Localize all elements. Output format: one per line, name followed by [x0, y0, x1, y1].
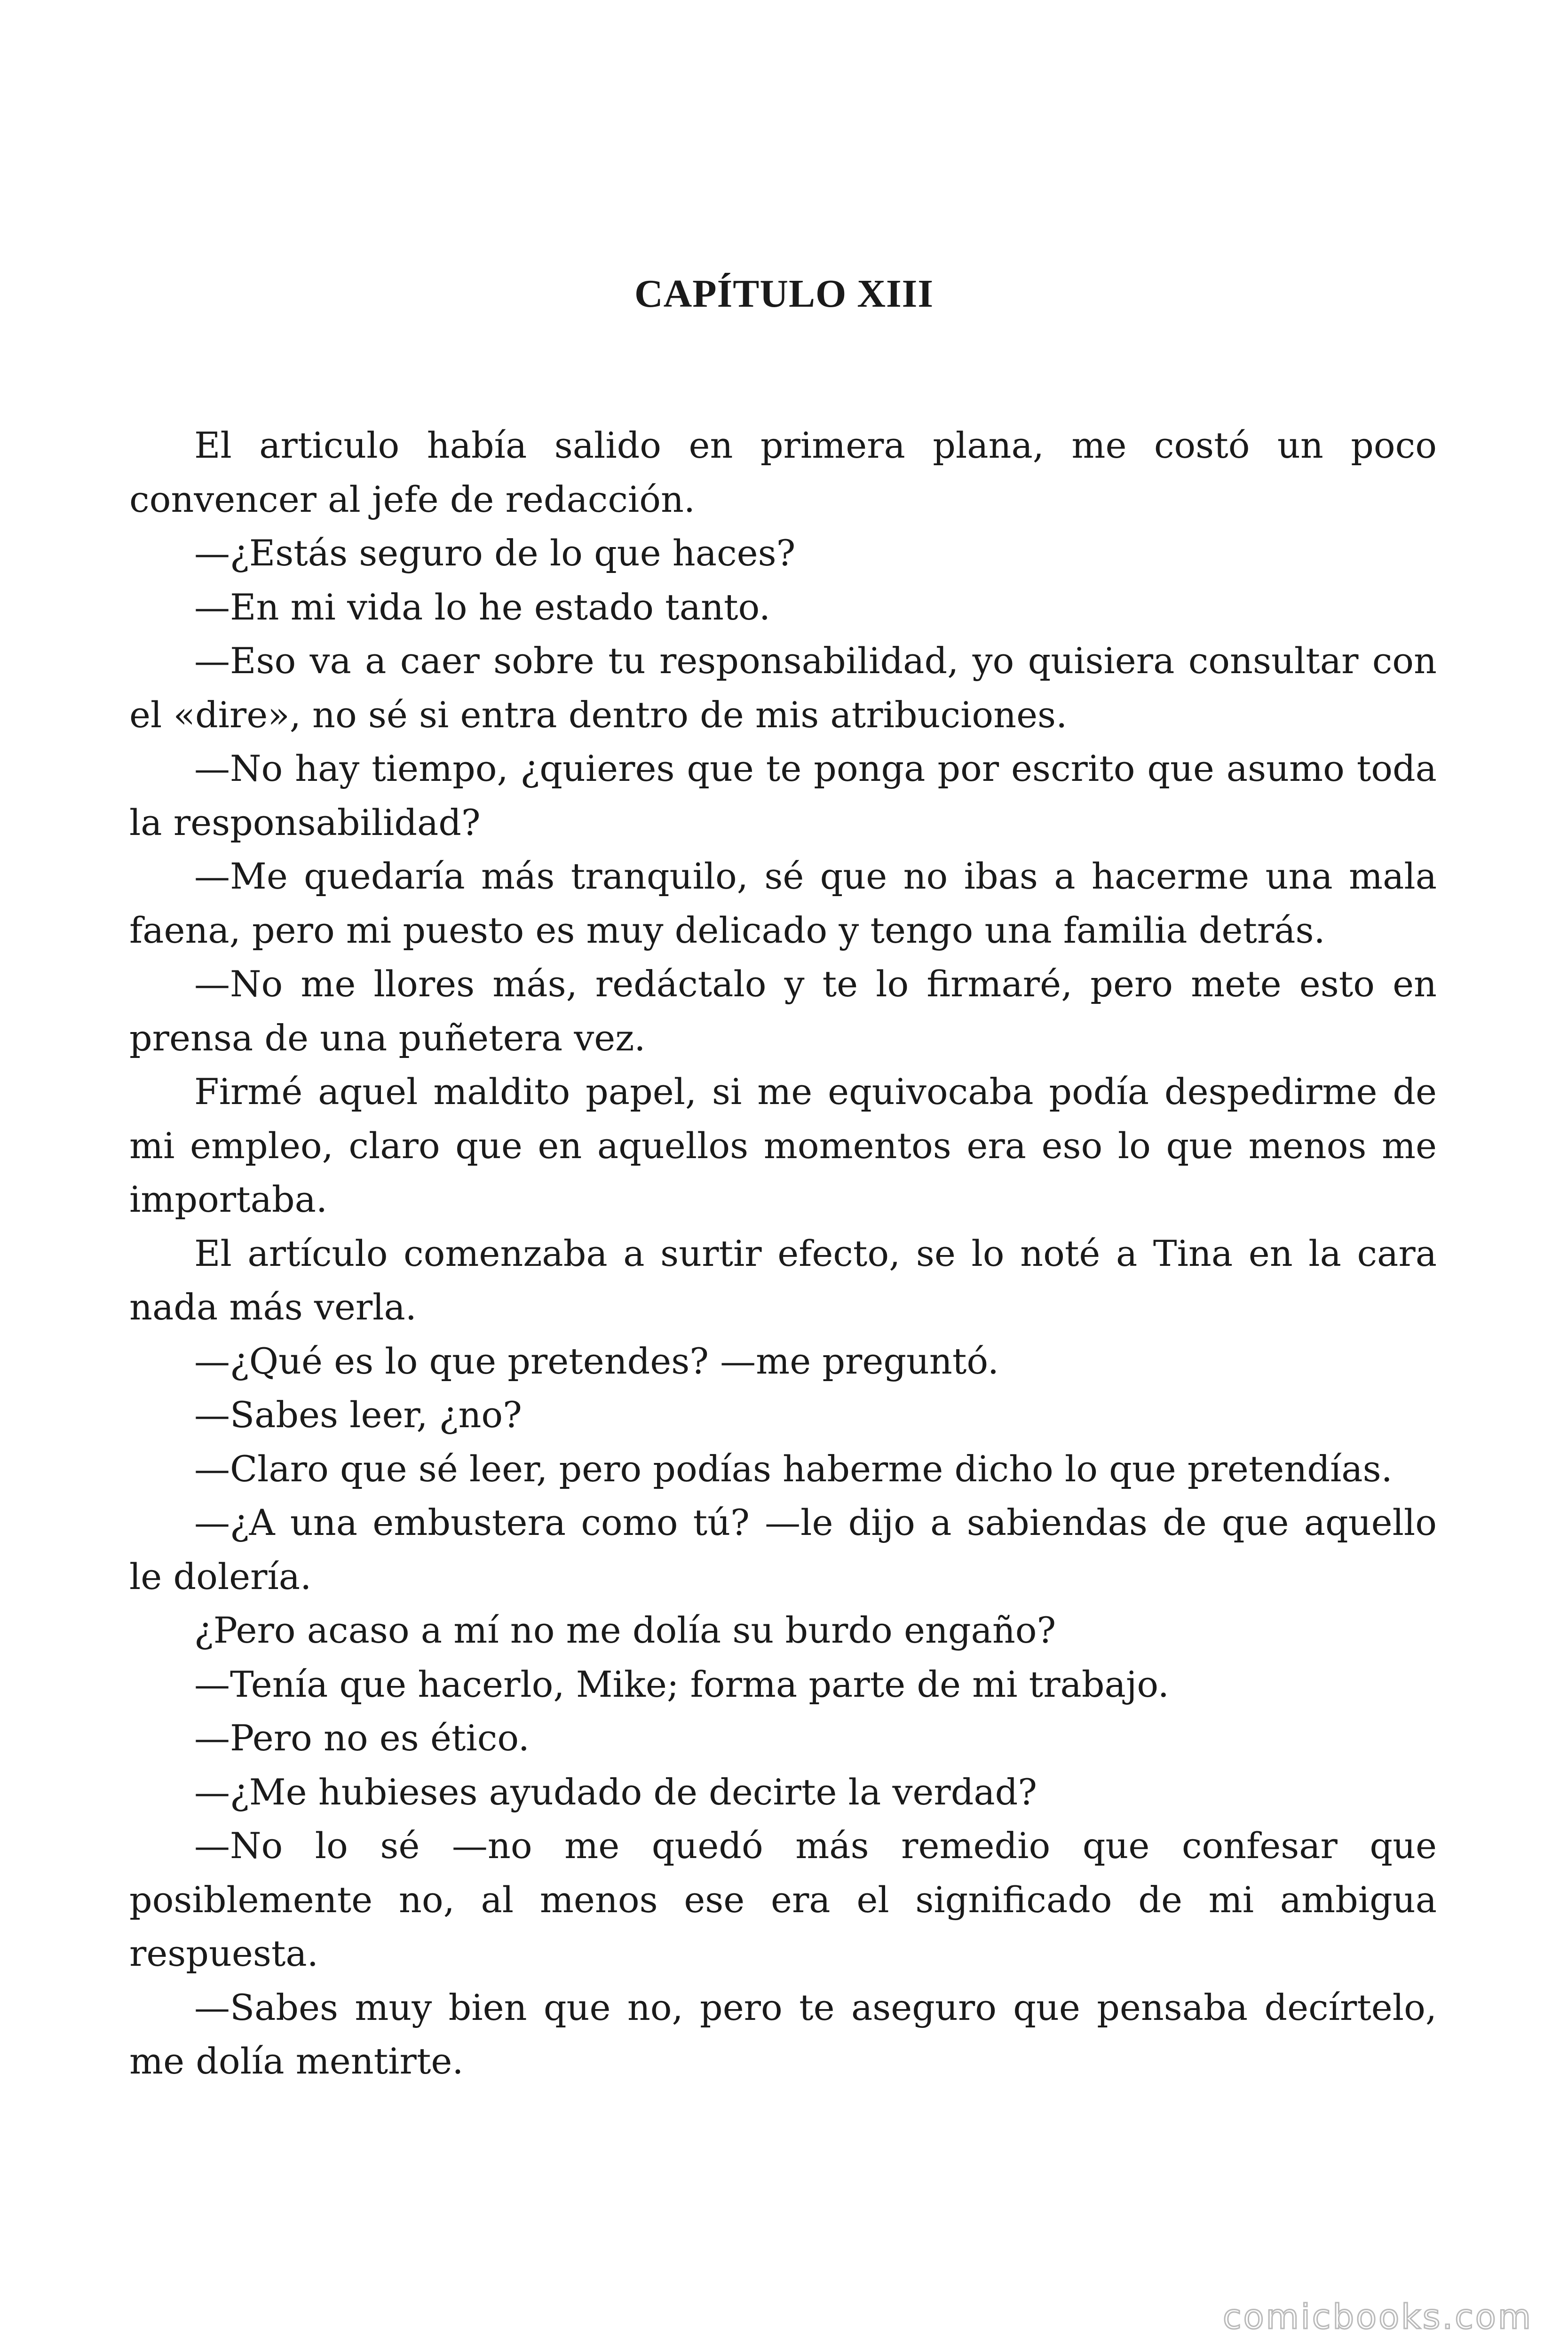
- paragraph: —¿Qué es lo que pretendes? —me preguntó.: [194, 1340, 999, 1382]
- paragraph: —Sabes muy bien que no, pero te aseguro que pensaba decírtelo, me dolía mentirte.: [129, 1986, 1437, 2082]
- chapter-body: [129, 419, 1437, 2089]
- paragraph: —En mi vida lo he estado tanto.: [194, 586, 771, 628]
- paragraph: —Sabes leer, ¿no?: [194, 1394, 522, 1436]
- watermark: comicbooks.com: [1222, 2297, 1533, 2336]
- paragraph: ¿Pero acaso a mí no me dolía su burdo engaño?: [194, 1609, 1056, 1651]
- paragraph: —Pero no es ético.: [194, 1717, 530, 1759]
- paragraph: El artículo comenzaba a surtir efecto, se lo noté a Tina en la cara nada más verla.: [129, 1232, 1437, 1328]
- paragraph: —¿Estás seguro de lo que haces?: [194, 532, 796, 574]
- paragraph: —Eso va a caer sobre tu responsabilidad, yo quisiera consultar con el «dire», no sé si entra dentro de mis atribuciones.: [129, 640, 1437, 736]
- paragraph: El articulo había salido en primera plana, me costó un poco convencer al jefe de redacción.: [129, 424, 1437, 520]
- paragraph: —Claro que sé leer, pero podías haberme dicho lo que pretendías.: [194, 1447, 1393, 1490]
- paragraph: —Me quedaría más tranquilo, sé que no ibas a hacerme una mala faena, pero mi puesto es muy delicado y tengo una familia detrás.: [129, 855, 1437, 951]
- paragraph: Firmé aquel maldito papel, si me equivocaba podía despedirme de mi empleo, claro que en aquellos momentos era eso lo que menos me importaba.: [129, 1071, 1437, 1220]
- paragraph: —Tenía que hacerlo, Mike; forma parte de mi trabajo.: [194, 1663, 1169, 1705]
- paragraph: —¿A una embustera como tú? —le dijo a sabiendas de que aquello le dolería.: [129, 1502, 1437, 1597]
- paragraph: —No lo sé —no me quedó más remedio que confesar que posiblemente no, al menos ese era el significado de mi ambigua respuesta.: [129, 1825, 1437, 1974]
- paragraph: —No hay tiempo, ¿quieres que te ponga por escrito que asumo toda la responsabilidad?: [129, 747, 1437, 843]
- paragraph: —No me llores más, redáctalo y te lo firmaré, pero mete esto en prensa de una puñetera vez.: [129, 963, 1437, 1059]
- chapter-title: CAPÍTULO XIII: [634, 272, 934, 316]
- paragraph: —¿Me hubieses ayudado de decirte la verdad?: [194, 1771, 1037, 1813]
